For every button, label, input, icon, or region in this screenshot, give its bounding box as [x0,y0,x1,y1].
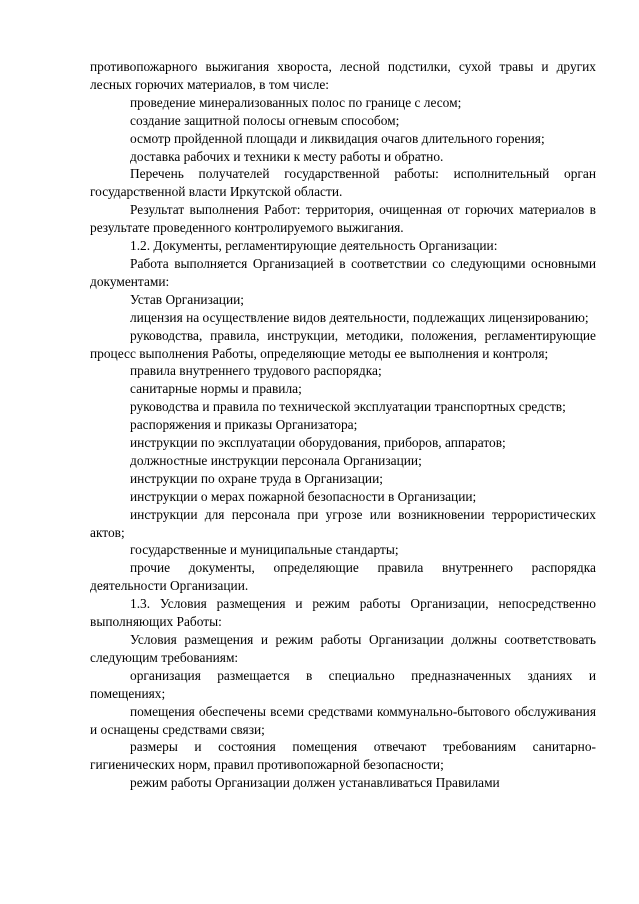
section-heading: 1.3. Условия размещения и режим работы Организации, непосредственно выполняющих Работы: [90,596,596,630]
section-heading: 1.2. Документы, регламентирующие деятельность Организации: [130,238,498,254]
list-item: осмотр пройденной площади и ликвидация очагов длительного горения; [130,130,545,146]
list-item: правила внутреннего трудового распорядка; [130,363,382,379]
list-item: инструкции о мерах пожарной безопасности в Организации; [130,488,477,504]
list-item: лицензия на осуществление видов деятельности, подлежащих лицензированию; [130,309,589,325]
list-item: распоряжения и приказы Организатора; [130,417,358,433]
document-page [90,58,596,792]
list-item: проведение минерализованных полос по границе с лесом; [130,94,462,110]
list-item: прочие документы, определяющие правила внутреннего распорядка деятельности Организации. [90,560,596,594]
list-item: санитарные нормы и правила; [130,381,302,397]
list-item: Устав Организации; [130,291,245,307]
list-item: создание защитной полосы огневым способом; [130,112,400,128]
list-item: размеры и состояния помещения отвечают требованиям санитарно-гигиенических норм, правил противопожарной безопасности; [90,739,596,773]
list-item: режим работы Организации должен устанавливаться Правилами [130,775,500,791]
list-item: руководства и правила по технической эксплуатации транспортных средств; [130,399,566,415]
paragraph: Условия размещения и режим работы Организации должны соответствовать следующим требованиям: [90,632,596,665]
paragraph: Результат выполнения Работ: территория, очищенная от горючих материалов в результате проведенного контролируемого выжигания. [90,202,596,236]
list-item: инструкции для персонала при угрозе или возникновении террористических актов; [90,506,596,540]
list-item: инструкции по охране труда в Организации; [130,470,383,486]
list-item: инструкции по эксплуатации оборудования, приборов, аппаратов; [130,435,506,451]
list-item: должностные инструкции персонала Организации; [130,452,422,468]
list-item: организация размещается в специально предназначенных зданиях и помещениях; [90,667,596,701]
list-item: помещения обеспечены всеми средствами коммунально-бытового обслуживания и оснащены средствами связи; [90,703,596,737]
paragraph: Перечень получателей государственной работы: исполнительный орган государственной власти Иркутской области. [90,166,596,200]
paragraph-continuation: противопожарного выжигания хвороста, лесной подстилки, сухой травы и других лесных горючих материалов, в том числе: [90,59,596,92]
paragraph: Работа выполняется Организацией в соответствии со следующими основными документами: [90,255,596,289]
list-item: доставка рабочих и техники к месту работы и обратно. [130,148,444,164]
list-item: государственные и муниципальные стандарты; [130,542,399,558]
list-item: руководства, правила, инструкции, методики, положения, регламентирующие процесс выполнения Работы, определяющие методы ее выполнения и контроля; [90,327,596,361]
